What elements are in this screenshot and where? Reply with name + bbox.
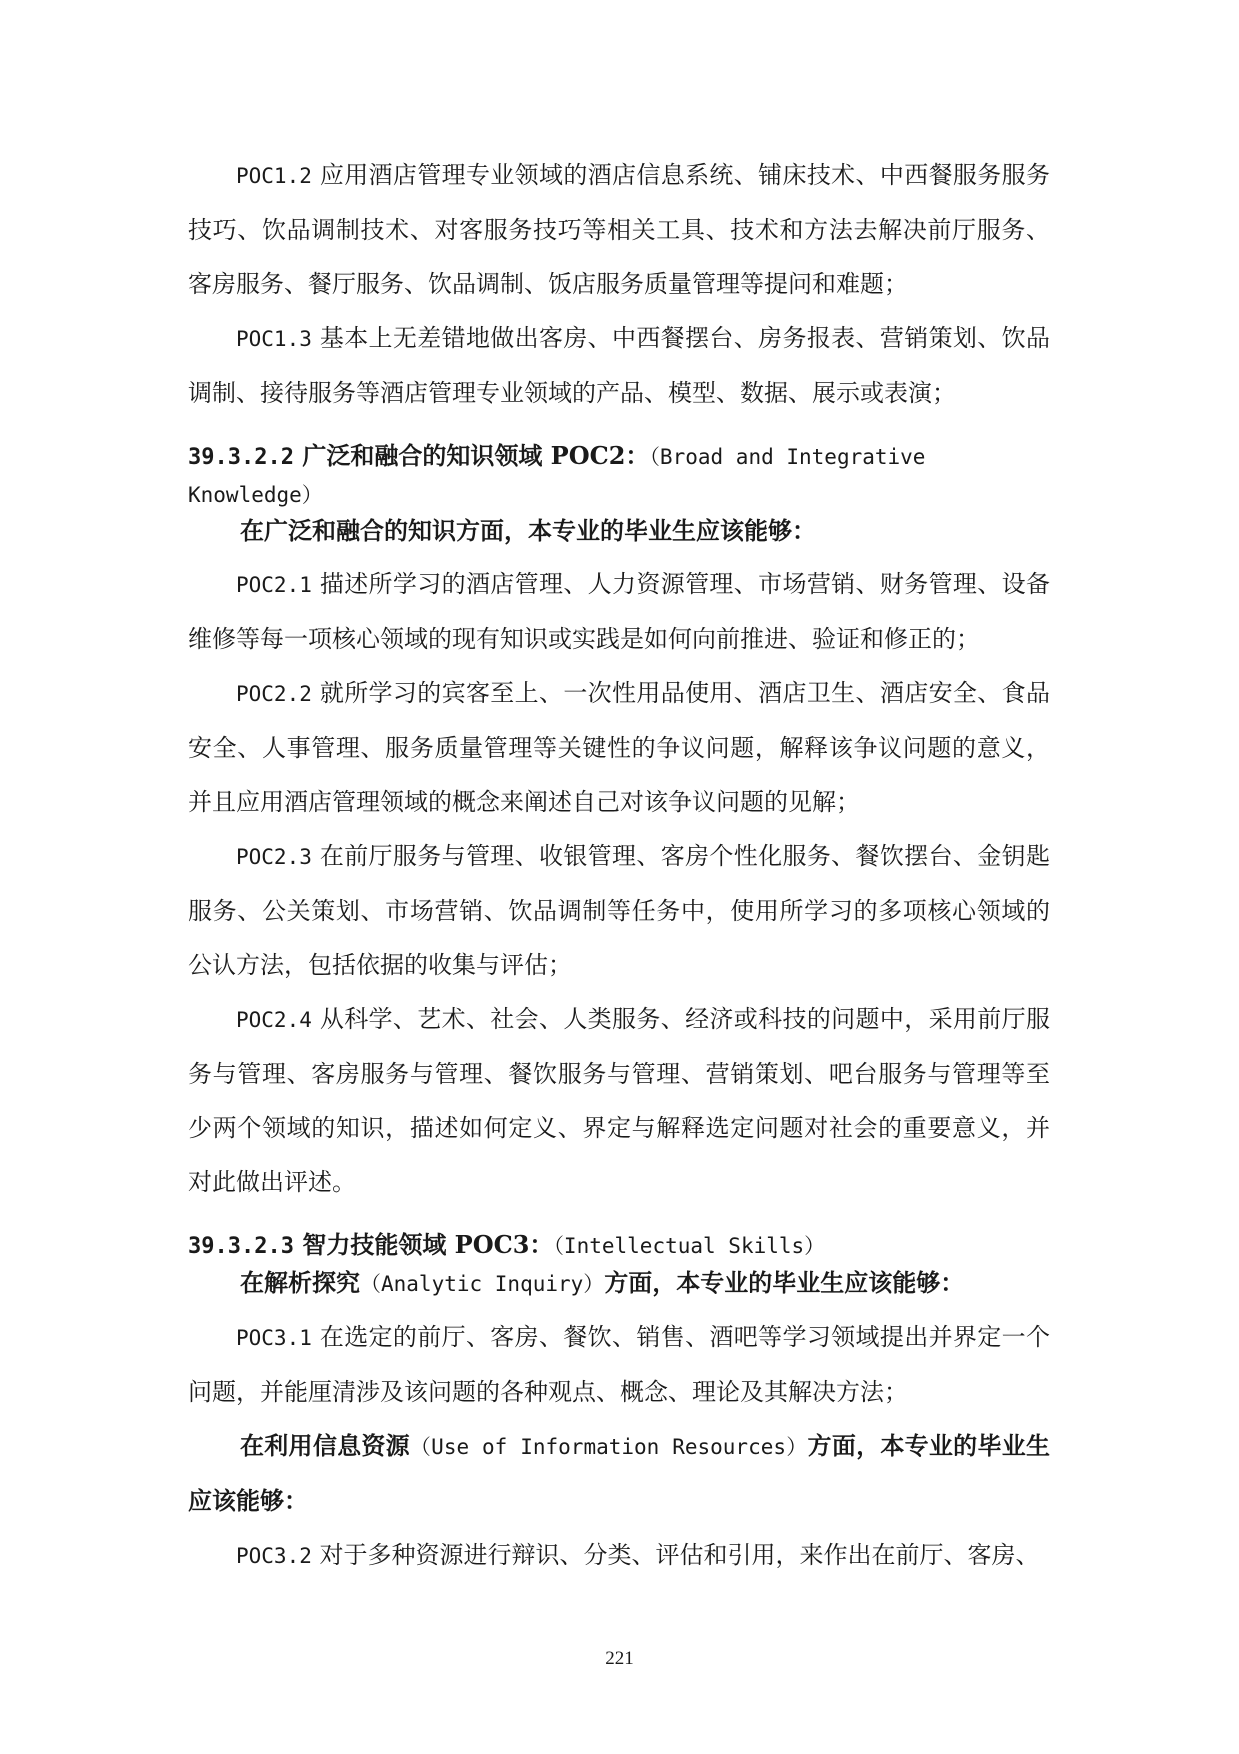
poc2-1-text: 描述所学习的酒店管理、人力资源管理、市场营销、财务管理、设备维修等每一项核心领域的现有知识或实践是如何向前推进、验证和修正的； — [188, 570, 1050, 653]
section-title: 广泛和融合的知识领域 POC2： — [293, 441, 650, 470]
page-content — [188, 148, 1050, 1583]
section-heading-39-3-2-2 — [188, 438, 1050, 513]
section-english-title: （Broad and Integrative Knowledge） — [188, 445, 926, 507]
poc3-2-text: 对于多种资源进行辩识、分类、评估和引用，来作出在前厅、客房、 — [311, 1541, 1040, 1569]
poc3-1-text: 在选定的前厅、客房、餐饮、销售、酒吧等学习领域提出并界定一个问题，并能厘清涉及该问题的各种观点、概念、理论及其解决方法； — [188, 1323, 1050, 1406]
poc2-1-code: POC2.1 — [236, 573, 312, 597]
poc2-3-text: 在前厅服务与管理、收银管理、客房个性化服务、餐饮摆台、金钥匙服务、公关策划、市场营销、饮品调制等任务中，使用所学习的多项核心领域的公认方法，包括依据的收集与评估； — [188, 842, 1050, 979]
poc1-2-code: POC1.2 — [236, 164, 312, 188]
info-resources-lead — [188, 1419, 1050, 1528]
poc2-2-code: POC2.2 — [236, 682, 312, 706]
poc3-2-code: POC3.2 — [236, 1544, 312, 1568]
section-lead: 在广泛和融合的知识方面，本专业的毕业生应该能够： — [240, 516, 816, 545]
poc1-3-code: POC1.3 — [236, 327, 312, 351]
poc1-3-text: 基本上无差错地做出客房、中西餐摆台、房务报表、营销策划、饮品调制、接待服务等酒店管理专业领域的产品、模型、数据、展示或表演； — [188, 324, 1050, 407]
section-lead — [188, 1265, 1050, 1302]
poc2-4-text: 从科学、艺术、社会、人类服务、经济或科技的问题中，采用前厅服务与管理、客房服务与管理、餐饮服务与管理、营销策划、吧台服务与管理等至少两个领域的知识，描述如何定义、界定与解释选定问题对社会的重要意义，并对此做出评述。 — [188, 1005, 1050, 1196]
poc2-2-text: 就所学习的宾客至上、一次性用品使用、酒店卫生、酒店安全、食品安全、人事管理、服务质量管理等关键性的争议问题，解释该争议问题的意义，并且应用酒店管理领域的概念来阐述自己对该争议问题的见解； — [188, 679, 1050, 816]
lead-post: 方面，本专业的毕业生应该能够： — [188, 1431, 1050, 1515]
poc2-2-paragraph — [188, 666, 1050, 829]
lead-english: （Analytic Inquiry） — [360, 1272, 605, 1296]
page-number: 221 — [605, 1648, 634, 1669]
poc2-4-paragraph — [188, 992, 1050, 1209]
poc2-1-paragraph — [188, 557, 1050, 666]
lead-pre: 在解析探究 — [240, 1268, 360, 1297]
poc3-2-paragraph — [188, 1528, 1050, 1583]
poc2-3-paragraph — [188, 829, 1050, 992]
poc1-3-paragraph — [188, 311, 1050, 420]
section-english-title: （Intellectual Skills） — [553, 1234, 826, 1258]
poc1-2-text: 应用酒店管理专业领域的酒店信息系统、铺床技术、中西餐服务服务技巧、饮品调制技术、对客服务技巧等相关工具、技术和方法去解决前厅服务、客房服务、餐厅服务、饮品调制、饭店服务质量管理等提问和难题； — [188, 161, 1050, 298]
section-number: 39.3.2.2 — [188, 445, 294, 470]
poc3-1-paragraph — [188, 1310, 1050, 1419]
poc1-2-paragraph — [188, 148, 1050, 311]
poc2-4-code: POC2.4 — [236, 1008, 312, 1032]
poc2-3-code: POC2.3 — [236, 845, 312, 869]
section-number: 39.3.2.3 — [188, 1234, 294, 1259]
lead-pre: 在利用信息资源 — [240, 1431, 410, 1460]
section-heading-39-3-2-3 — [188, 1227, 1050, 1265]
lead-post: 方面，本专业的毕业生应该能够： — [604, 1268, 965, 1297]
lead-english: （Use of Information Resources） — [409, 1435, 808, 1459]
section-title: 智力技能领域 POC3： — [293, 1230, 554, 1259]
poc3-1-code: POC3.1 — [236, 1326, 312, 1350]
